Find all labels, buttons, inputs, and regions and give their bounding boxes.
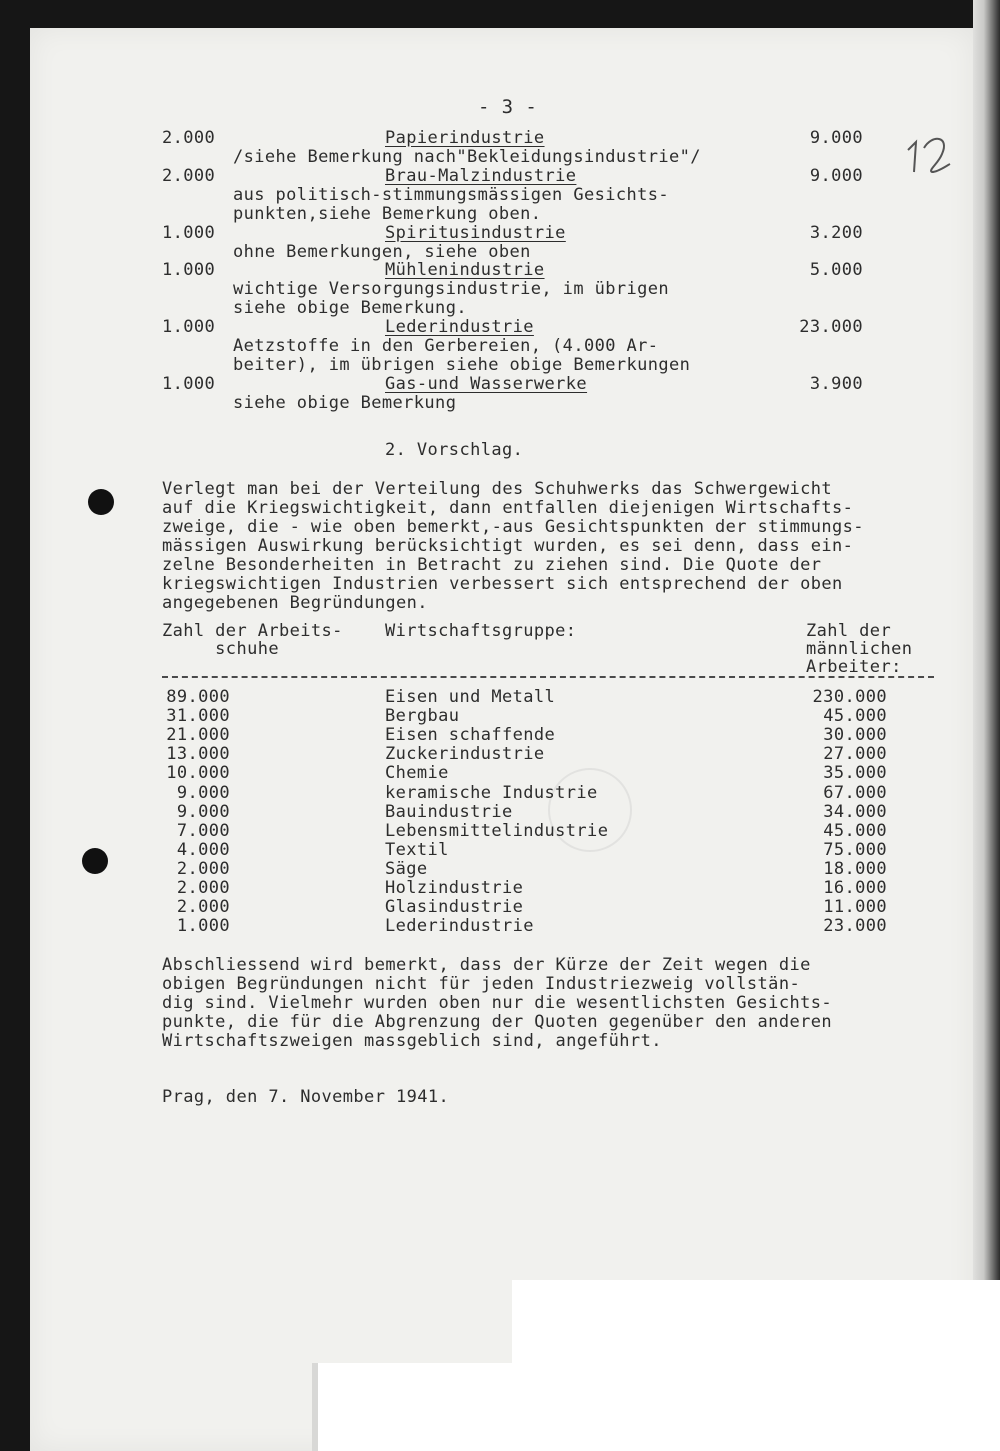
quota-value: 2.000 xyxy=(162,166,216,186)
punch-hole-top xyxy=(88,489,114,515)
worker-count-cell: 16.000 xyxy=(823,878,887,898)
industry-group-cell: Chemie xyxy=(385,763,449,784)
industry-group-cell: keramische Industrie xyxy=(385,782,598,803)
industry-group-cell: Lederindustrie xyxy=(385,916,534,937)
worker-count-cell: 35.000 xyxy=(823,763,887,784)
header-worker-count: männlichen xyxy=(806,639,913,659)
proposal-heading: 2. Vorschlag. xyxy=(385,440,524,460)
worker-count: 9.000 xyxy=(809,166,863,186)
scan-border-right xyxy=(973,0,1000,1451)
page-number: - 3 - xyxy=(478,96,538,118)
industry-group-cell: Bauindustrie xyxy=(385,801,513,822)
industry-group-cell: Zuckerindustrie xyxy=(385,744,545,765)
industry-group-cell: Glasindustrie xyxy=(385,897,524,918)
paragraph-line: zelne Besonderheiten in Betracht zu ziehen sind. Die Quote der xyxy=(162,555,822,575)
worker-count: 23.000 xyxy=(799,317,863,337)
industry-name: Brau-Malzindustrie xyxy=(385,166,577,186)
worker-count-cell: 45.000 xyxy=(823,820,887,841)
shoe-count-cell: 2.000 xyxy=(176,858,230,879)
industry-name: Lederindustrie xyxy=(385,317,534,337)
paragraph-line: dig sind. Vielmehr wurden oben nur die wesentlichsten Gesichts- xyxy=(162,993,832,1013)
paragraph-line: Wirtschaftszweigen massgeblich sind, angeführt. xyxy=(162,1031,662,1051)
industry-group-cell: Holzindustrie xyxy=(385,878,524,898)
paragraph-line: mässigen Auswirkung berücksichtigt wurden, es sei denn, dass ein- xyxy=(162,536,854,556)
worker-count-cell: 75.000 xyxy=(823,839,887,860)
industry-group-cell: Eisen und Metall xyxy=(385,687,556,707)
shoe-count-cell: 31.000 xyxy=(166,706,230,727)
paragraph-line: angegebenen Begründungen. xyxy=(162,593,428,613)
punch-hole-bottom xyxy=(82,848,108,874)
shoe-count-cell: 89.000 xyxy=(166,687,230,707)
paragraph-line: kriegswichtigen Industrien verbessert sich entsprechend der oben xyxy=(162,574,843,594)
scan-border-top xyxy=(0,0,1000,28)
industry-note: punkten,siehe Bemerkung oben. xyxy=(233,204,542,224)
industry-name: Papierindustrie xyxy=(385,128,545,148)
shoe-count-cell: 4.000 xyxy=(176,839,230,860)
shoe-count-cell: 7.000 xyxy=(176,820,230,841)
industry-group-cell: Textil xyxy=(385,839,449,860)
industry-name: Mühlenindustrie xyxy=(385,260,545,280)
paragraph-line: auf die Kriegswichtigkeit, dann entfallen diejenigen Wirtschafts- xyxy=(162,498,854,518)
worker-count-cell: 67.000 xyxy=(823,782,887,803)
worker-count-cell: 23.000 xyxy=(823,916,887,937)
paragraph-line: Verlegt man bei der Verteilung des Schuhwerks das Schwergewicht xyxy=(162,479,832,499)
quota-value: 2.000 xyxy=(162,128,216,148)
industry-group-cell: Eisen schaffende xyxy=(385,725,556,746)
shoe-count-cell: 13.000 xyxy=(166,744,230,765)
header-shoe-count: Zahl der Arbeits- xyxy=(162,621,343,641)
shoe-count-cell: 9.000 xyxy=(176,801,230,822)
shoe-count-cell: 10.000 xyxy=(166,763,230,784)
quota-value: 1.000 xyxy=(162,260,216,280)
industry-name: Gas-und Wasserwerke xyxy=(385,374,588,394)
industry-note: aus politisch-stimmungsmässigen Gesichts- xyxy=(233,185,670,205)
paragraph-line: Abschliessend wird bemerkt, dass der Kürze der Zeit wegen die xyxy=(162,955,811,975)
worker-count-cell: 18.000 xyxy=(823,858,887,879)
shoe-count-cell: 2.000 xyxy=(176,897,230,918)
folio-number-handwritten xyxy=(902,120,962,180)
shoe-count-cell: 2.000 xyxy=(176,878,230,898)
industry-group-cell: Säge xyxy=(385,858,428,879)
worker-count-cell: 30.000 xyxy=(823,725,887,746)
table-header-rule xyxy=(162,676,934,678)
redaction-block xyxy=(512,1280,1000,1451)
header-worker-count: Zahl der xyxy=(806,621,892,641)
scan-border-left xyxy=(0,0,30,1451)
worker-count: 5.000 xyxy=(809,260,863,280)
worker-count-cell: 27.000 xyxy=(823,744,887,765)
industry-note: siehe obige Bemerkung xyxy=(233,393,457,413)
industry-note: Aetzstoffe in den Gerbereien, (4.000 Ar- xyxy=(233,336,659,356)
worker-count-cell: 45.000 xyxy=(823,706,887,727)
industry-group-cell: Lebensmittelindustrie xyxy=(385,820,609,841)
industry-note: ohne Bemerkungen, siehe oben xyxy=(233,242,531,262)
header-worker-count: Arbeiter: xyxy=(806,657,902,677)
worker-count-cell: 34.000 xyxy=(823,801,887,822)
worker-count: 3.900 xyxy=(809,374,863,394)
worker-count-cell: 230.000 xyxy=(812,687,887,707)
quota-value: 1.000 xyxy=(162,223,216,243)
paragraph-line: obigen Begründungen nicht für jeden Industriezweig vollstän- xyxy=(162,974,801,994)
worker-count: 3.200 xyxy=(809,223,863,243)
industry-note: wichtige Versorgungsindustrie, im übrigen xyxy=(233,279,670,299)
redaction-block-lower xyxy=(318,1363,512,1451)
shoe-count-cell: 9.000 xyxy=(176,782,230,803)
shoe-count-cell: 21.000 xyxy=(166,725,230,746)
industry-group-cell: Bergbau xyxy=(385,706,460,727)
worker-count-cell: 11.000 xyxy=(823,897,887,918)
header-shoe-count: schuhe xyxy=(162,639,279,659)
industry-note: beiter), im übrigen siehe obige Bemerkungen xyxy=(233,355,691,375)
quota-value: 1.000 xyxy=(162,317,216,337)
shoe-count-cell: 1.000 xyxy=(176,916,230,937)
quota-value: 1.000 xyxy=(162,374,216,394)
paragraph-line: zweige, die - wie oben bemerkt,-aus Gesichtspunkten der stimmungs- xyxy=(162,517,864,537)
industry-note: siehe obige Bemerkung. xyxy=(233,298,467,318)
worker-count: 9.000 xyxy=(809,128,863,148)
date-line: Prag, den 7. November 1941. xyxy=(162,1087,450,1107)
industry-note: /siehe Bemerkung nach"Bekleidungsindustrie"/ xyxy=(233,147,701,167)
header-industry-group: Wirtschaftsgruppe: xyxy=(385,621,577,641)
industry-name: Spiritusindustrie xyxy=(385,223,566,243)
paragraph-line: punkte, die für die Abgrenzung der Quoten gegenüber den anderen xyxy=(162,1012,832,1032)
